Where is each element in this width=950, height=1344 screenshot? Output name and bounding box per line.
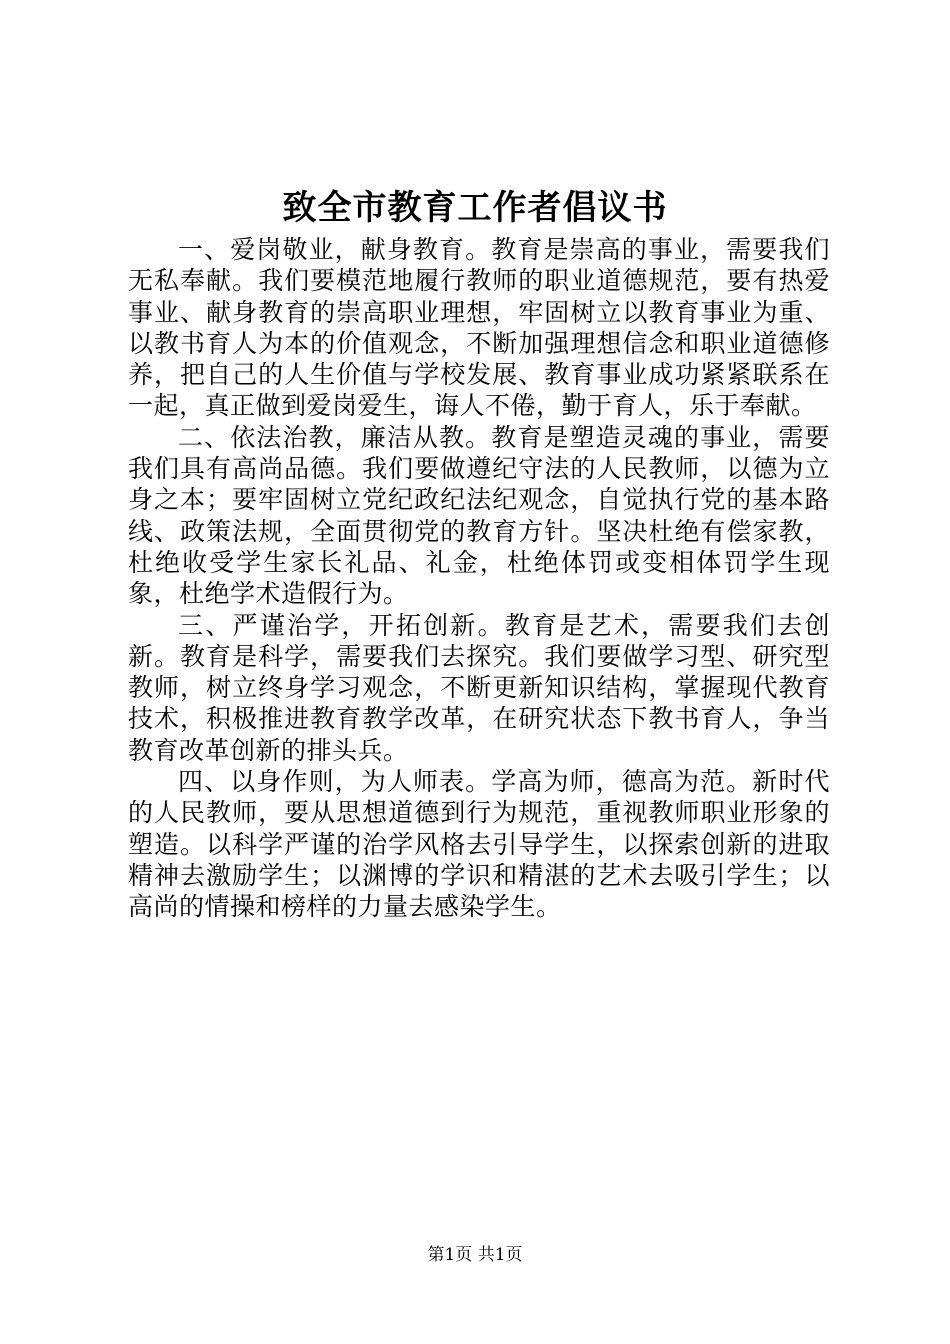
document-title: 致全市教育工作者倡议书 (282, 188, 668, 228)
paragraph-1: 一、爱岗敬业，献身教育。教育是崇高的事业，需要我们无私奉献。我们要模范地履行教师的职业道德规范，要有热爱事业、献身教育的崇高职业理想，牢固树立以教育事业为重、以教书育人为本的价值观念，不断加强理想信念和职业道德修养，把自己的人生价值与学校发展、教育事业成功紧紧联系在一起，真正做到爱岗爱生，诲人不倦，勤于育人，乐于奉献。 (128, 235, 830, 421)
paragraph-3: 三、严谨治学，开拓创新。教育是艺术，需要我们去创新。教育是科学，需要我们去探究。我们要做学习型、研究型教师，树立终身学习观念，不断更新知识结构，掌握现代教育技术，积极推进教育教学改革，在研究状态下教书育人，争当教育改革创新的排头兵。 (128, 610, 830, 765)
paragraph-4: 四、以身作则，为人师表。学高为师，德高为范。新时代的人民教师，要从思想道德到行为规范，重视教师职业形象的塑造。以科学严谨的治学风格去引导学生，以探索创新的进取精神去激励学生；以渊博的学识和精湛的艺术去吸引学生；以高尚的情操和榜样的力量去感染学生。 (128, 767, 830, 922)
paragraph-2: 二、依法治教，廉洁从教。教育是塑造灵魂的事业，需要我们具有高尚品德。我们要做遵纪守法的人民教师，以德为立身之本；要牢固树立党纪政纪法纪观念，自觉执行党的基本路线、政策法规，全面贯彻党的教育方针。坚决杜绝有偿家教，杜绝收受学生家长礼品、礼金，杜绝体罚或变相体罚学生现象，杜绝学术造假行为。 (128, 422, 830, 609)
document-body (128, 234, 830, 923)
page-footer: 第1页 共1页 (427, 1245, 523, 1265)
